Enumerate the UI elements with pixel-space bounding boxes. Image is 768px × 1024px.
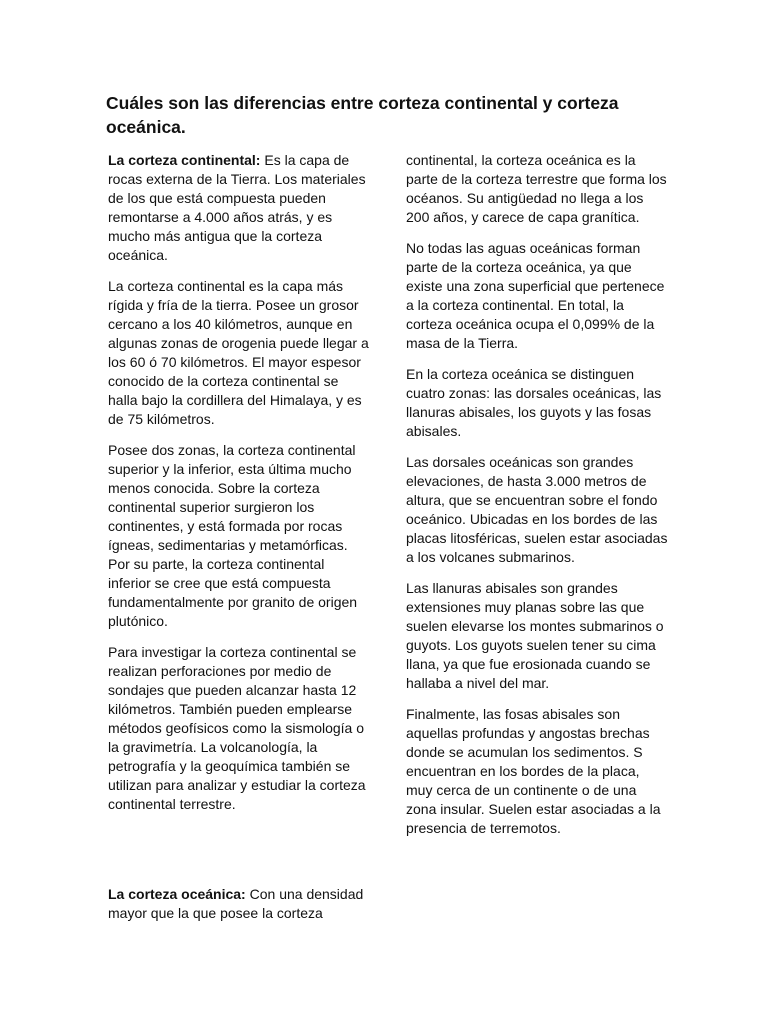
paragraph-oceanic-intro	[108, 885, 370, 923]
paragraph-continental-zones: Posee dos zonas, la corteza continental superior y la inferior, esta última mucho menos conocida. Sobre la corteza continental superior surgieron los continentes, y está formada por rocas ígneas, sedimentarias y metamórficas. Por su parte, la corteza continental inferior se cree que está compuesta fundamentalmente por granito de origen plutónico.	[108, 442, 358, 629]
oceanic-intro-text: Con una densidad mayor que la que posee la corteza	[108, 886, 364, 921]
paragraph-oceanic-continued: continental, la corteza oceánica es la parte de la corteza terrestre que forma los océanos. Su antigüedad no llega a los 200 años, y carece de capa granítica.	[406, 152, 667, 225]
right-column	[406, 151, 668, 850]
oceanic-crust-heading: La corteza oceánica:	[108, 886, 246, 902]
paragraph-continental-research: Para investigar la corteza continental se realizan perforaciones por medio de sondajes que pueden alcanzar hasta 12 kilómetros. También pueden emplearse métodos geofísicos como la sismología o la gravimetría. La volcanología, la petrografía y la geoquímica también se utilizan para analizar y estudiar la corteza continental terrestre.	[108, 644, 366, 812]
paragraph-continental-intro	[108, 151, 370, 265]
paragraph-oceanic-waters: No todas las aguas oceánicas forman parte de la corteza oceánica, ya que existe una zona superficial que pertenece a la corteza continental. En total, la corteza oceánica ocupa el 0,099% de la masa de la Tierra.	[406, 240, 665, 351]
paragraph-oceanic-zones: En la corteza oceánica se distinguen cuatro zonas: las dorsales oceánicas, las llanuras abisales, los guyots y las fosas abisales.	[406, 366, 662, 439]
document-title: Cuáles son las diferencias entre corteza continental y corteza oceánica.	[106, 93, 619, 137]
continental-crust-heading: La corteza continental:	[108, 152, 261, 168]
paragraph-continental-thickness: La corteza continental es la capa más rígida y fría de la tierra. Posee un grosor cercano a los 40 kilómetros, aunque en algunas zonas de orogenia puede llegar a los 60 ó 70 kilómetros. El mayor espesor conocido de la corteza continental se halla bajo la cordillera del Himalaya, y es de 75 kilómetros.	[108, 278, 369, 427]
paragraph-abyssal-plains: Las llanuras abisales son grandes extensiones muy planas sobre las que suelen elevarse los montes submarinos o guyots. Los guyots suelen tener su cima llana, ya que fue erosionada cuando se hallaba a nivel del mar.	[406, 580, 664, 691]
left-column	[108, 151, 370, 826]
paragraph-oceanic-ridges: Las dorsales oceánicas son grandes elevaciones, de hasta 3.000 metros de altura, que se encuentran sobre el fondo oceánico. Ubicadas en los bordes de las placas litosféricas, suelen estar asociadas a los volcanes submarinos.	[406, 454, 668, 565]
paragraph-abyssal-trenches: Finalmente, las fosas abisales son aquellas profundas y angostas brechas donde se acumulan los sedimentos. S encuentran en los bordes de la placa, muy cerca de un continente o de una zona insular. Suelen estar asociadas a la presencia de terremotos.	[406, 706, 661, 836]
continental-intro-text: Es la capa de rocas externa de la Tierra. Los materiales de los que está compuesta pueden remontarse a 4.000 años atrás, y es mucho más antigua que la corteza oceánica.	[108, 152, 366, 263]
